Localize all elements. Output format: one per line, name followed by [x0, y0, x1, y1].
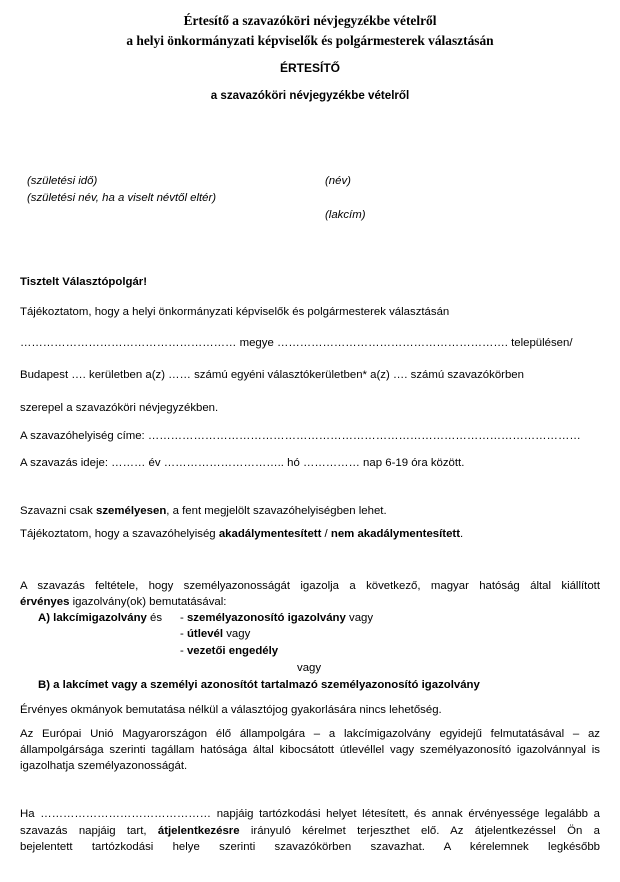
paragraph-transfer-line-3: bejelentett tartózkodási helye szerinti szavazókörben szavazhat. A kérelemnek legkésőbb	[20, 841, 600, 853]
document-title-line-2: a helyi önkormányzati képviselők és polgármesterek választásán	[126, 33, 494, 48]
option-a-label: A) lakcímigazolvány és	[38, 612, 163, 624]
option-b: B) a lakcímet vagy a személyi azonosítót tartalmazó személyazonosító igazolvány	[38, 679, 480, 691]
paragraph-eu-citizen-line-1: Az Európai Unió Magyarországon élő állampolgára – a lakcímigazolvány egyidejű felmutatásával – az	[20, 728, 600, 740]
document-title-line-1: Értesítő a szavazóköri névjegyzékbe vételről	[183, 13, 437, 28]
paragraph-registry: szerepel a szavazóköri névjegyzékben.	[20, 402, 219, 414]
polling-station-address: A szavazóhelyiség címe: ……………………………………………………………………………………………………	[20, 430, 581, 442]
address-field-label: (lakcím)	[325, 209, 366, 221]
birth-name-field-label: (születési név, ha a viselt névtől eltér)	[27, 192, 217, 204]
option-or: vagy	[297, 662, 322, 674]
greeting: Tisztelt Választópolgár!	[20, 276, 148, 288]
paragraph-identity-condition-line-2: érvényes igazolvány(ok) bemutatásával:	[20, 596, 227, 608]
document-heading: ÉRTESÍTŐ	[279, 61, 340, 75]
birth-date-field-label: (születési idő)	[27, 175, 98, 187]
document-subheading: a szavazóköri névjegyzékbe vételről	[210, 89, 410, 102]
paragraph-intro: Tájékoztatom, hogy a helyi önkormányzati képviselők és polgármesterek választásán	[20, 306, 450, 318]
paragraph-identity-condition-line-1: A szavazás feltétele, hogy személyazonosságát igazolja a következő, magyar hatóság által kiállított	[20, 580, 600, 592]
name-field-label: (név)	[325, 175, 351, 187]
paragraph-transfer-line-2: szavazás napjáig tart, átjelentkezésre irányuló kérelmet terjeszthet elő. Az átjelentkezéssel Ön a	[20, 825, 600, 837]
option-a-item-driving-licence: - vezetői engedély	[180, 645, 279, 657]
voting-time: A szavazás ideje: ……… év ………………………….. hó …………… nap 6-19 óra között.	[20, 457, 465, 469]
paragraph-transfer-line-1: Ha ……………………………………… napjáig tartózkodási helyet létesített, és annak érvényessége legalább a	[20, 808, 600, 820]
paragraph-in-person: Szavazni csak személyesen, a fent megjelölt szavazóhelyiségben lehet.	[20, 505, 387, 517]
paragraph-county-settlement: ………………………………………………… megye ……………………………………………………. településen/	[20, 337, 573, 349]
paragraph-eu-citizen-line-3: igazolhatja személyazonosságát.	[20, 760, 188, 772]
option-a-item-passport: - útlevél vagy	[180, 628, 251, 640]
paragraph-accessibility: Tájékoztatom, hogy a szavazóhelyiség akadálymentesített / nem akadálymentesített.	[20, 528, 464, 540]
paragraph-eu-citizen-line-2: állampolgársága szerinti tagállam hatósága által kibocsátott útlevéllel vagy személyazonosító igazolvánnyal is	[20, 744, 600, 756]
option-a-item-id-card: - személyazonosító igazolvány vagy	[180, 612, 374, 624]
paragraph-no-documents: Érvényes okmányok bemutatása nélkül a választójog gyakorlására nincs lehetőség.	[20, 704, 442, 716]
paragraph-district: Budapest …. kerületben a(z) …… számú egyéni választókerületben* a(z) …. számú szavazókörben	[20, 369, 524, 381]
